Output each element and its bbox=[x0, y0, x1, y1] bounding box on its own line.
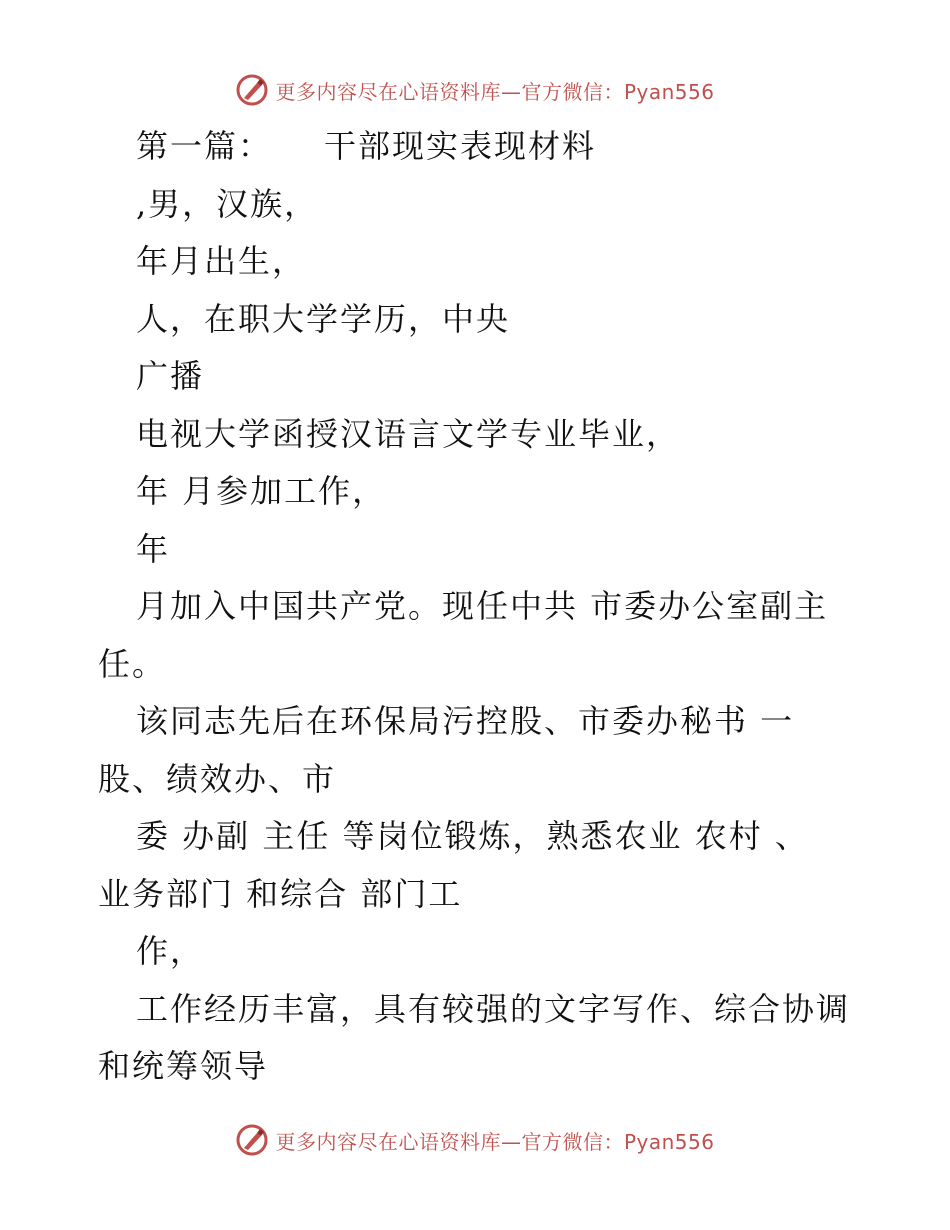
document-line: 电视大学函授汉语言文学专业毕业， bbox=[136, 414, 681, 453]
document-line: 和统筹领导 bbox=[98, 1047, 269, 1085]
document-line: 年 bbox=[136, 529, 171, 568]
pen-logo-icon bbox=[235, 73, 269, 107]
document-line: 年 月参加工作， bbox=[136, 472, 387, 510]
footer-banner-text: 更多内容尽在心语资料库—官方微信：Pyan556 bbox=[275, 1129, 715, 1154]
document-line: 人，在职大学学历，中央 bbox=[136, 299, 511, 338]
pen-logo-icon bbox=[235, 1123, 269, 1157]
document-line: 月加入中国共产党。现任中共 市委办公室副主 bbox=[136, 587, 829, 625]
document-line: 任。 bbox=[98, 644, 167, 683]
footer-banner bbox=[0, 1120, 950, 1160]
document-line: 该同志先后在环保局污控股、市委办秘书 一 bbox=[136, 702, 795, 740]
document-line: 股、绩效办、市 bbox=[98, 759, 337, 798]
document-line: ,男，汉族， bbox=[136, 184, 319, 223]
document-line: 工作经历丰富，具有较强的文字写作、综合协调 bbox=[136, 989, 851, 1028]
document-line: 广播 bbox=[136, 357, 205, 395]
header-banner bbox=[0, 70, 950, 110]
document-line: 委 办副 主任 等岗位锻炼，熟悉农业 农村 、 bbox=[136, 817, 809, 855]
document-line: 作， bbox=[136, 932, 205, 970]
document-body bbox=[98, 118, 858, 1096]
document-line: 第一篇： 干部现实表现材料 bbox=[136, 127, 597, 165]
document-line: 业务部门 和综合 部门工 bbox=[98, 874, 463, 913]
document-line: 年月出生， bbox=[136, 242, 307, 280]
header-banner-text: 更多内容尽在心语资料库—官方微信：Pyan556 bbox=[275, 79, 715, 104]
